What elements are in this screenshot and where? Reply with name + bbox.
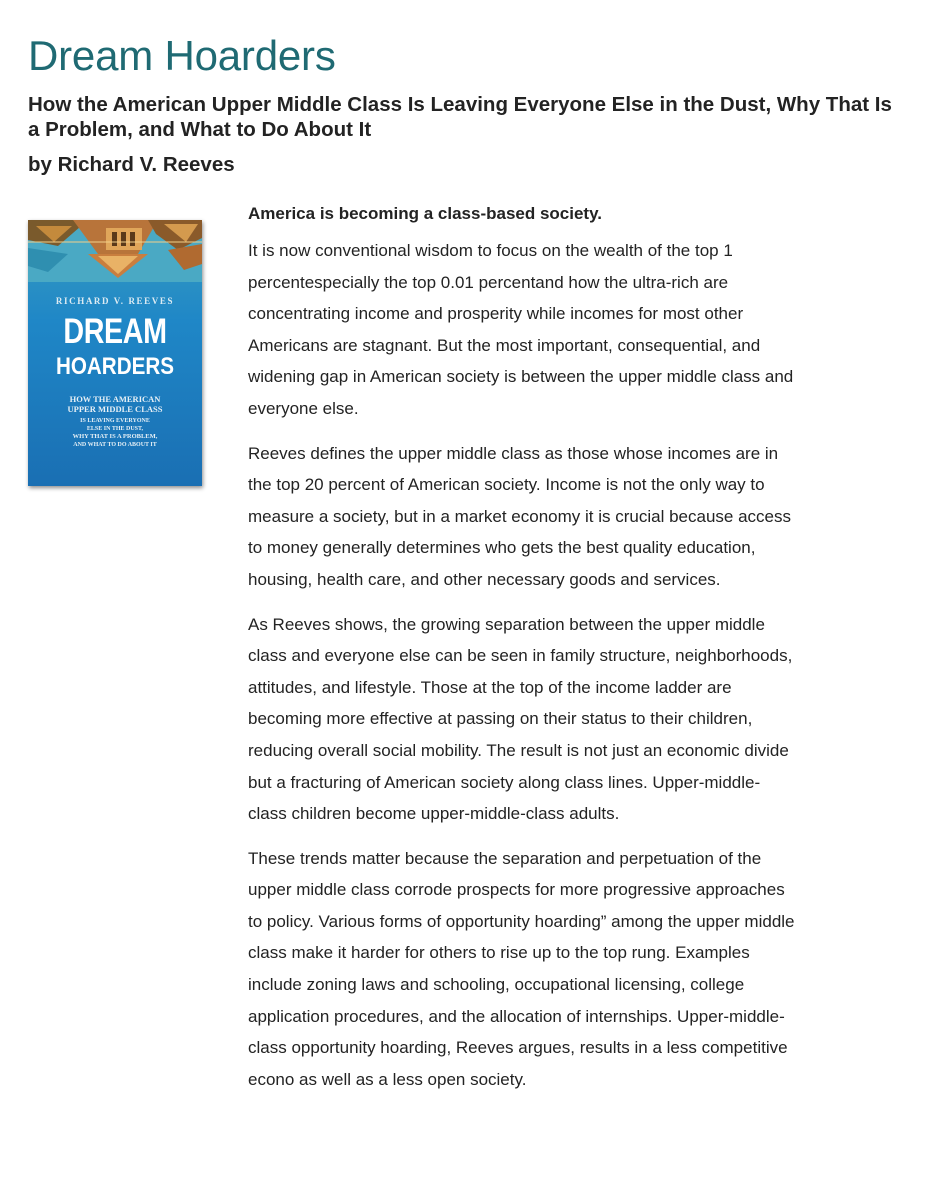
book-subtitle: How the American Upper Middle Class Is Leaving Everyone Else in the Dust, Why That Is a Problem, and What to Do About It	[28, 93, 892, 141]
description-paragraph: Reeves defines the upper middle class as those whose incomes are in the top 20 percent of American society. Income is not the only way to measure a society, but in a market economy it is crucial because access to money generally determines who gets the best quality education, housing, health care, and other necessary goods and services.	[248, 443, 791, 589]
book-description	[248, 200, 798, 1108]
cover-house-illustration	[28, 220, 202, 282]
cover-small-line3: WHY THAT IS A PROBLEM,	[72, 433, 158, 440]
description-paragraph: These trends matter because the separation and perpetuation of the upper middle class corrode prospects for more progressive approaches to policy. Various forms of opportunity hoarding” among the upper middle class make it harder for others to rise up to the top rung. Examples include zoning laws and schooling, occupational licensing, college application procedures, and the allocation of internships. Upper-middle-class opportunity hoarding, Reeves argues, results in a less competitive econo as well as a less open society.	[248, 848, 795, 1089]
description-paragraph: As Reeves shows, the growing separation between the upper middle class and everyone else can be seen in family structure, neighborhoods, attitudes, and lifestyle. Those at the top of the income ladder are becoming more effective at passing on their status to their children, reducing overall social mobility. The result is not just an economic divide but a fracturing of American society along class lines. Upper-middle-class children become upper-middle-class adults.	[248, 614, 793, 824]
book-title: Dream Hoarders	[28, 32, 336, 79]
cover-small-line4: AND WHAT TO DO ABOUT IT	[73, 442, 157, 448]
cover-small-line2: ELSE IN THE DUST,	[86, 426, 144, 432]
cover-subtitle-line2: UPPER MIDDLE CLASS	[67, 404, 163, 414]
cover-subtitle-line1: HOW THE AMERICAN	[69, 394, 161, 404]
description-paragraph: It is now conventional wisdom to focus on the wealth of the top 1 percentespecially the top 0.01 percentand how the ultra-rich are concentrating income and prosperity while incomes for most other Americans are stagnant. But the most important, consequential, and widening gap in American society is between the upper middle class and everyone else.	[248, 241, 794, 418]
cover-title-line2: HOARDERS	[55, 353, 175, 380]
description-lead: America is becoming a class-based society.	[248, 204, 603, 223]
book-cover-image	[28, 220, 202, 486]
cover-small-line1: IS LEAVING EVERYONE	[80, 418, 150, 424]
cover-author: RICHARD V. REEVES	[55, 296, 175, 306]
cover-title-line1: DREAM	[63, 312, 167, 351]
book-author: by Richard V. Reeves	[28, 153, 235, 176]
